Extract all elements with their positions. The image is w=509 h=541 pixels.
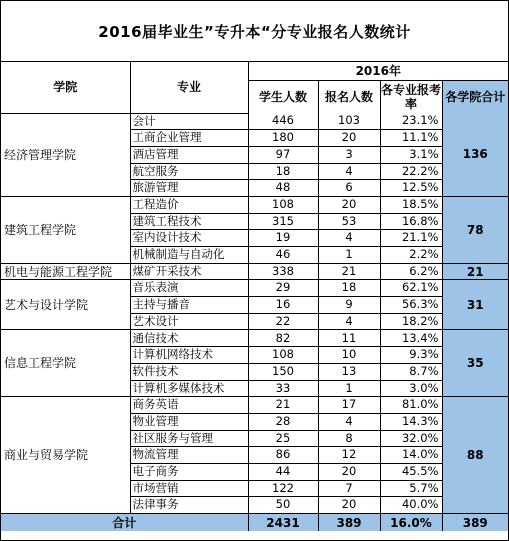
header-college-total: 各学院合计 — [442, 80, 508, 113]
application-rate: 22.2% — [380, 163, 442, 180]
student-count: 50 — [248, 497, 318, 514]
college-subtotal: 31 — [442, 280, 508, 330]
major-name: 通信技术 — [130, 330, 248, 347]
applicant-count: 8 — [318, 430, 380, 447]
student-count: 338 — [248, 263, 318, 280]
student-count: 18 — [248, 163, 318, 180]
student-count: 86 — [248, 447, 318, 464]
application-rate: 3.0% — [380, 380, 442, 397]
application-rate: 62.1% — [380, 280, 442, 297]
student-count: 16 — [248, 297, 318, 314]
table-row — [1, 330, 508, 347]
header-applicants: 报名人数 — [318, 80, 380, 113]
applicant-count: 13 — [318, 363, 380, 380]
student-count: 46 — [248, 247, 318, 264]
application-rate: 13.4% — [380, 330, 442, 347]
college-name: 信息工程学院 — [1, 330, 130, 397]
major-name: 煤矿开采技术 — [130, 263, 248, 280]
college-subtotal: 136 — [442, 113, 508, 196]
applicant-count: 21 — [318, 263, 380, 280]
application-rate: 45.5% — [380, 463, 442, 480]
student-count: 108 — [248, 347, 318, 364]
major-name: 市场营销 — [130, 480, 248, 497]
major-name: 法律事务 — [130, 497, 248, 514]
major-name: 软件技术 — [130, 363, 248, 380]
major-name: 工程造价 — [130, 196, 248, 213]
college-name: 经济管理学院 — [1, 113, 130, 196]
applicant-count: 4 — [318, 163, 380, 180]
student-count: 97 — [248, 146, 318, 163]
header-college: 学院 — [1, 62, 130, 113]
college-subtotal: 78 — [442, 196, 508, 263]
application-rate: 32.0% — [380, 430, 442, 447]
applicant-count: 53 — [318, 213, 380, 230]
major-name: 物业管理 — [130, 413, 248, 430]
application-rate: 2.2% — [380, 247, 442, 264]
college-name: 建筑工程学院 — [1, 196, 130, 263]
applicant-count: 10 — [318, 347, 380, 364]
student-count: 29 — [248, 280, 318, 297]
total-college-sum: 389 — [442, 514, 508, 532]
student-count: 44 — [248, 463, 318, 480]
major-name: 室内设计技术 — [130, 230, 248, 247]
applicant-count: 11 — [318, 330, 380, 347]
major-name: 社区服务与管理 — [130, 430, 248, 447]
major-name: 建筑工程技术 — [130, 213, 248, 230]
student-count: 21 — [248, 397, 318, 414]
student-count: 48 — [248, 180, 318, 197]
student-count: 19 — [248, 230, 318, 247]
major-name: 旅游管理 — [130, 180, 248, 197]
student-count: 22 — [248, 313, 318, 330]
college-subtotal: 35 — [442, 330, 508, 397]
table-row — [1, 196, 508, 213]
stats-table — [1, 62, 508, 531]
student-count: 33 — [248, 380, 318, 397]
application-rate: 5.7% — [380, 480, 442, 497]
applicant-count: 12 — [318, 447, 380, 464]
header-major: 专业 — [130, 62, 248, 113]
applicant-count: 7 — [318, 480, 380, 497]
major-name: 计算机网络技术 — [130, 347, 248, 364]
applicant-count: 3 — [318, 146, 380, 163]
applicant-count: 4 — [318, 413, 380, 430]
application-rate: 3.1% — [380, 146, 442, 163]
applicant-count: 1 — [318, 380, 380, 397]
application-rate: 14.3% — [380, 413, 442, 430]
major-name: 主持与播音 — [130, 297, 248, 314]
applicant-count: 103 — [318, 113, 380, 130]
applicant-count: 18 — [318, 280, 380, 297]
applicant-count: 17 — [318, 397, 380, 414]
table-row — [1, 113, 508, 130]
total-rate: 16.0% — [380, 514, 442, 532]
major-name: 航空服务 — [130, 163, 248, 180]
application-rate: 18.2% — [380, 313, 442, 330]
major-name: 物流管理 — [130, 447, 248, 464]
student-count: 180 — [248, 130, 318, 147]
major-name: 音乐表演 — [130, 280, 248, 297]
major-name: 商务英语 — [130, 397, 248, 414]
total-row — [1, 514, 508, 532]
applicant-count: 6 — [318, 180, 380, 197]
student-count: 108 — [248, 196, 318, 213]
applicant-count: 20 — [318, 463, 380, 480]
applicant-count: 20 — [318, 196, 380, 213]
application-rate: 23.1% — [380, 113, 442, 130]
student-count: 28 — [248, 413, 318, 430]
application-rate: 56.3% — [380, 297, 442, 314]
college-name: 机电与能源工程学院 — [1, 263, 130, 280]
header-year: 2016年 — [248, 62, 508, 80]
major-name: 计算机多媒体技术 — [130, 380, 248, 397]
major-name: 会计 — [130, 113, 248, 130]
application-rate: 21.1% — [380, 230, 442, 247]
table-row — [1, 263, 508, 280]
application-rate: 81.0% — [380, 397, 442, 414]
major-name: 艺术设计 — [130, 313, 248, 330]
application-rate: 9.3% — [380, 347, 442, 364]
student-count: 315 — [248, 213, 318, 230]
application-rate: 8.7% — [380, 363, 442, 380]
applicant-count: 4 — [318, 230, 380, 247]
student-count: 122 — [248, 480, 318, 497]
student-count: 150 — [248, 363, 318, 380]
total-students: 2431 — [248, 514, 318, 532]
table-row — [1, 280, 508, 297]
application-rate: 6.2% — [380, 263, 442, 280]
applicant-count: 9 — [318, 297, 380, 314]
college-subtotal: 88 — [442, 397, 508, 514]
major-name: 电子商务 — [130, 463, 248, 480]
college-name: 艺术与设计学院 — [1, 280, 130, 330]
major-name: 机械制造与自动化 — [130, 247, 248, 264]
application-rate: 11.1% — [380, 130, 442, 147]
applicant-count: 1 — [318, 247, 380, 264]
student-count: 25 — [248, 430, 318, 447]
major-name: 工商企业管理 — [130, 130, 248, 147]
applicant-count: 20 — [318, 130, 380, 147]
application-rate: 16.8% — [380, 213, 442, 230]
applicant-count: 20 — [318, 497, 380, 514]
applicant-count: 4 — [318, 313, 380, 330]
header-students: 学生人数 — [248, 80, 318, 113]
total-label: 合计 — [1, 514, 248, 532]
total-applicants: 389 — [318, 514, 380, 532]
header-rate: 各专业报考率 — [380, 80, 442, 113]
application-rate: 12.5% — [380, 180, 442, 197]
student-count: 82 — [248, 330, 318, 347]
application-rate: 14.0% — [380, 447, 442, 464]
sheet-title: 2016届毕业生”专升本“分专业报名人数统计 — [1, 1, 508, 62]
major-name: 酒店管理 — [130, 146, 248, 163]
application-rate: 18.5% — [380, 196, 442, 213]
table-body — [1, 113, 508, 531]
application-rate: 40.0% — [380, 497, 442, 514]
college-name: 商业与贸易学院 — [1, 397, 130, 514]
table-row — [1, 397, 508, 414]
college-subtotal: 21 — [442, 263, 508, 280]
student-count: 446 — [248, 113, 318, 130]
